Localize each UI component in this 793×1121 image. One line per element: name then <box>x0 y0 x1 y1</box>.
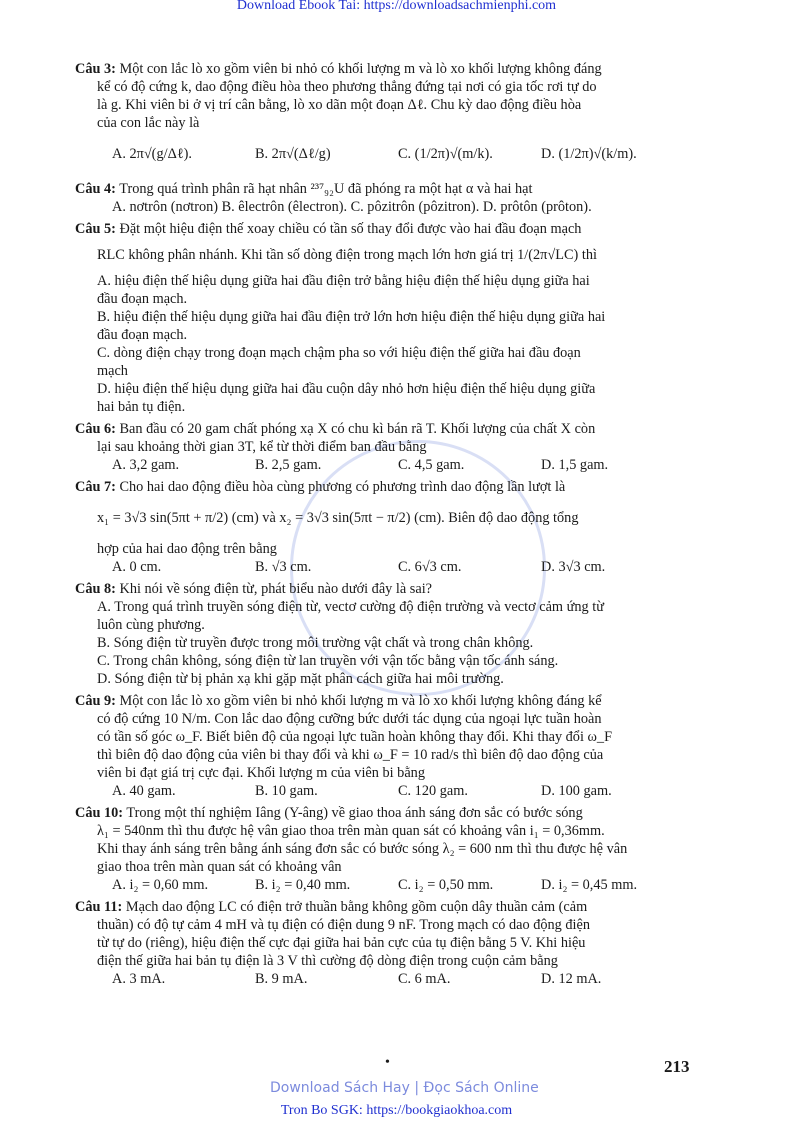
question-line <box>75 952 715 970</box>
question-label: Câu 4: <box>75 181 116 197</box>
question-line <box>75 616 715 634</box>
answer-option-c: C. 6 mA. <box>398 971 451 987</box>
question-9 <box>75 692 715 800</box>
question-label: Câu 6: <box>75 421 116 437</box>
question-line <box>75 478 715 496</box>
question-line <box>75 60 715 78</box>
question-line <box>75 272 715 290</box>
answer-option-d: D. 100 gam. <box>541 783 612 799</box>
question-line <box>75 438 715 456</box>
answer-option-c: C. 6√3 cm. <box>398 559 462 575</box>
answer-option-d: D. 1,5 gam. <box>541 457 609 473</box>
question-text: đầu đoạn mạch. <box>97 291 188 307</box>
question-list <box>75 60 715 992</box>
question-line <box>75 934 715 952</box>
answer-option-d: D. 12 mA. <box>541 971 602 987</box>
answer-option-d: D. 3√3 cm. <box>541 559 606 575</box>
answer-options <box>75 876 715 894</box>
question-text: C. Trong chân không, sóng điện từ lan truyền với vận tốc bằng vận tốc ánh sáng. <box>97 653 559 669</box>
question-line <box>75 580 715 598</box>
question-text: Ban đầu có 20 gam chất phóng xạ X có chu kì bán rã T. Khối lượng của chất X còn <box>119 421 596 437</box>
answer-options <box>75 558 715 576</box>
question-text: Trong một thí nghiệm Iâng (Y-âng) về giao thoa ánh sáng đơn sắc có bước sóng <box>126 805 583 821</box>
question-text: viên bi đạt giá trị cực đại. Khối lượng m của viên bi bằng <box>97 765 425 781</box>
question-line <box>75 858 715 876</box>
question-line <box>75 308 715 326</box>
question-text: kể có độ cứng k, dao động điều hòa theo phương thẳng đứng tại nơi có gia tốc rơi tự do <box>97 79 597 95</box>
question-text: Mạch dao động LC có điện trở thuần bằng không gồm cuộn dây thuần cảm (cảm <box>125 899 588 915</box>
question-line <box>75 746 715 764</box>
page-mark: • <box>385 1055 390 1070</box>
answer-option-c: C. i₂ = 0,50 mm. <box>398 877 494 893</box>
question-text: A. hiệu điện thế hiệu dụng giữa hai đầu điện trở bằng hiệu điện thế hiệu dụng giữa hai <box>97 273 590 289</box>
question-text: D. Sóng điện từ bị phản xạ khi gặp mặt phân cách giữa hai môi trường. <box>97 671 504 687</box>
question-4 <box>75 180 715 216</box>
question-6 <box>75 420 715 474</box>
question-line <box>75 540 715 558</box>
question-line <box>75 598 715 616</box>
answer-option-a: A. 3 mA. <box>112 971 166 987</box>
question-line <box>75 898 715 916</box>
question-text: Cho hai dao động điều hòa cùng phương có phương trình dao động lần lượt là <box>119 479 566 495</box>
question-11 <box>75 898 715 988</box>
question-text: RLC không phân nhánh. Khi tần số dòng điện trong mạch lớn hơn giá trị 1/(2π√LC) thì <box>97 247 597 263</box>
question-line <box>75 840 715 858</box>
answer-option-b: B. 2,5 gam. <box>255 457 322 473</box>
question-text: D. hiệu điện thế hiệu dụng giữa hai đầu cuộn dây nhỏ hơn hiệu điện thế hiệu dụng giữa <box>97 381 596 397</box>
page-number: 213 <box>664 1057 690 1076</box>
question-text: có độ cứng 10 N/m. Con lắc dao động cưỡng bức dưới tác dụng của ngoại lực tuần hoàn <box>97 711 602 727</box>
question-line <box>75 362 715 380</box>
question-5 <box>75 220 715 416</box>
answer-option-a: A. 40 gam. <box>112 783 176 799</box>
question-text: Khi nói về sóng điện từ, phát biểu nào dưới đây là sai? <box>119 581 433 597</box>
question-line <box>75 634 715 652</box>
answer-options <box>75 456 715 474</box>
answer-option-d: D. i₂ = 0,45 mm. <box>541 877 638 893</box>
question-line <box>75 290 715 308</box>
question-text: điện thế giữa hai bản tụ điện là 3 V thì cường độ dòng điện trong cuộn cảm bằng <box>97 953 558 969</box>
question-7 <box>75 478 715 576</box>
answer-options <box>75 782 715 800</box>
answer-option-c: C. (1/2π)√(m/k). <box>398 146 493 162</box>
question-text: là g. Khi viên bi ở vị trí cân bằng, lò xo dãn một đoạn Δℓ. Chu kỳ dao động điều hòa <box>97 97 582 113</box>
question-label: Câu 11: <box>75 899 123 915</box>
question-label: Câu 9: <box>75 693 116 709</box>
answer-option-c: C. 4,5 gam. <box>398 457 465 473</box>
question-line <box>75 728 715 746</box>
answer-option-a: A. i₂ = 0,60 mm. <box>112 877 209 893</box>
question-line <box>75 96 715 114</box>
question-8 <box>75 580 715 688</box>
question-line <box>75 114 715 132</box>
question-line <box>75 326 715 344</box>
answer-option-a: A. 2π√(g/Δℓ). <box>112 146 192 162</box>
answer-option-c: C. 120 gam. <box>398 783 468 799</box>
question-text: Một con lắc lò xo gồm viên bi nhỏ có khối lượng m và lò xo khối lượng không đáng <box>119 61 602 77</box>
question-line <box>75 220 715 238</box>
question-line <box>75 670 715 688</box>
question-line <box>75 804 715 822</box>
answer-options <box>75 132 715 176</box>
question-line <box>75 398 715 416</box>
answer-option-b: B. 9 mA. <box>255 971 308 987</box>
watermark-text: Download Sách Hay | Đọc Sách Online <box>270 1080 539 1096</box>
question-text: hợp của hai dao động trên bằng <box>97 541 277 557</box>
question-text: Khi thay ánh sáng trên bằng ánh sáng đơn sắc có bước sóng λ₂ = 600 nm thì thu được hệ vân <box>97 841 628 857</box>
answer-option-a: A. 3,2 gam. <box>112 457 180 473</box>
question-text: x₁ = 3√3 sin(5πt + π/2) (cm) và x₂ = 3√3 sin(5πt − π/2) (cm). Biên độ dao động tổng <box>97 510 579 526</box>
question-text: thuần) có độ tự cảm 4 mH và tụ điện có điện dung 9 nF. Trong mạch có dao động điện <box>97 917 591 933</box>
question-line <box>75 380 715 398</box>
question-label: Câu 5: <box>75 221 116 237</box>
answer-options <box>75 970 715 988</box>
question-text: mạch <box>97 363 128 379</box>
question-text: luôn cùng phương. <box>97 617 205 633</box>
question-text: hai bản tụ điện. <box>97 399 186 415</box>
answer-option-b: B. 10 gam. <box>255 783 318 799</box>
question-text: thì biên độ dao động của viên bi thay đổi và khi ω_F = 10 rad/s thì biên độ dao động của <box>97 747 604 763</box>
question-label: Câu 10: <box>75 805 124 821</box>
question-line <box>75 238 715 272</box>
question-line <box>75 710 715 728</box>
question-text: của con lắc này là <box>97 115 200 131</box>
question-line <box>75 180 715 198</box>
question-line <box>75 420 715 438</box>
question-text: B. hiệu điện thế hiệu dụng giữa hai đầu điện trở lớn hơn hiệu điện thế hiệu dụng giữa hai <box>97 309 606 325</box>
question-line <box>75 78 715 96</box>
question-text: đầu đoạn mạch. <box>97 327 188 343</box>
question-text: giao thoa trên màn quan sát có khoảng vân <box>97 859 342 875</box>
answer-option-a: A. 0 cm. <box>112 559 162 575</box>
question-line <box>75 764 715 782</box>
question-text: B. Sóng điện từ truyền được trong môi trường vật chất và trong chân không. <box>97 635 534 651</box>
question-text: có tần số góc ω_F. Biết biên độ của ngoại lực tuần hoàn không thay đổi. Khi thay đổi ω_F <box>97 729 613 745</box>
question-line <box>75 496 715 540</box>
question-text: lại sau khoảng thời gian 3T, kể từ thời điểm ban đầu bằng <box>97 439 427 455</box>
question-label: Câu 7: <box>75 479 116 495</box>
question-3 <box>75 60 715 176</box>
answer-option-d: D. (1/2π)√(k/m). <box>541 146 637 162</box>
question-line <box>75 344 715 362</box>
question-line <box>75 692 715 710</box>
question-text: Một con lắc lò xo gồm viên bi nhỏ khối lượng m và lò xo khối lượng không đáng kể <box>119 693 602 709</box>
answer-option-b: B. i₂ = 0,40 mm. <box>255 877 351 893</box>
answer-option-b: B. √3 cm. <box>255 559 312 575</box>
answer-option-b: B. 2π√(Δℓ/g) <box>255 146 331 162</box>
question-line <box>75 916 715 934</box>
question-text: Đặt một hiệu điện thế xoay chiều có tần số thay đổi được vào hai đầu đoạn mạch <box>119 221 582 237</box>
question-line <box>75 652 715 670</box>
answer-options: A. nơtrôn (nơtron) B. êlectrôn (êlectron). C. pôzitrôn (pôzitron). D. prôtôn (prôton). <box>112 199 592 215</box>
question-text: từ tự do (riêng), hiệu điện thế cực đại giữa hai bản cực của tụ điện bằng 5 V. Khi hiệu <box>97 935 586 951</box>
question-text: A. Trong quá trình truyền sóng điện từ, vectơ cường độ điện trường và vectơ cảm ứng từ <box>97 599 604 615</box>
question-text: Trong quá trình phân rã hạt nhân ²³⁷₉₂U đã phóng ra một hạt α và hai hạt <box>119 181 533 197</box>
question-10 <box>75 804 715 894</box>
question-line <box>75 822 715 840</box>
question-label: Câu 3: <box>75 61 116 77</box>
footer-link[interactable]: Tron Bo SGK: https://bookgiaokhoa.com <box>280 1103 513 1118</box>
question-text: C. dòng điện chạy trong đoạn mạch chậm pha so với hiệu điện thế giữa hai đầu đoạn <box>97 345 581 361</box>
question-text: λ₁ = 540nm thì thu được hệ vân giao thoa trên màn quan sát có khoảng vân i₁ = 0,36mm. <box>97 823 605 839</box>
header-download-link[interactable]: Download Ebook Tai: https://downloadsachmienphi.com <box>236 0 557 13</box>
question-label: Câu 8: <box>75 581 116 597</box>
